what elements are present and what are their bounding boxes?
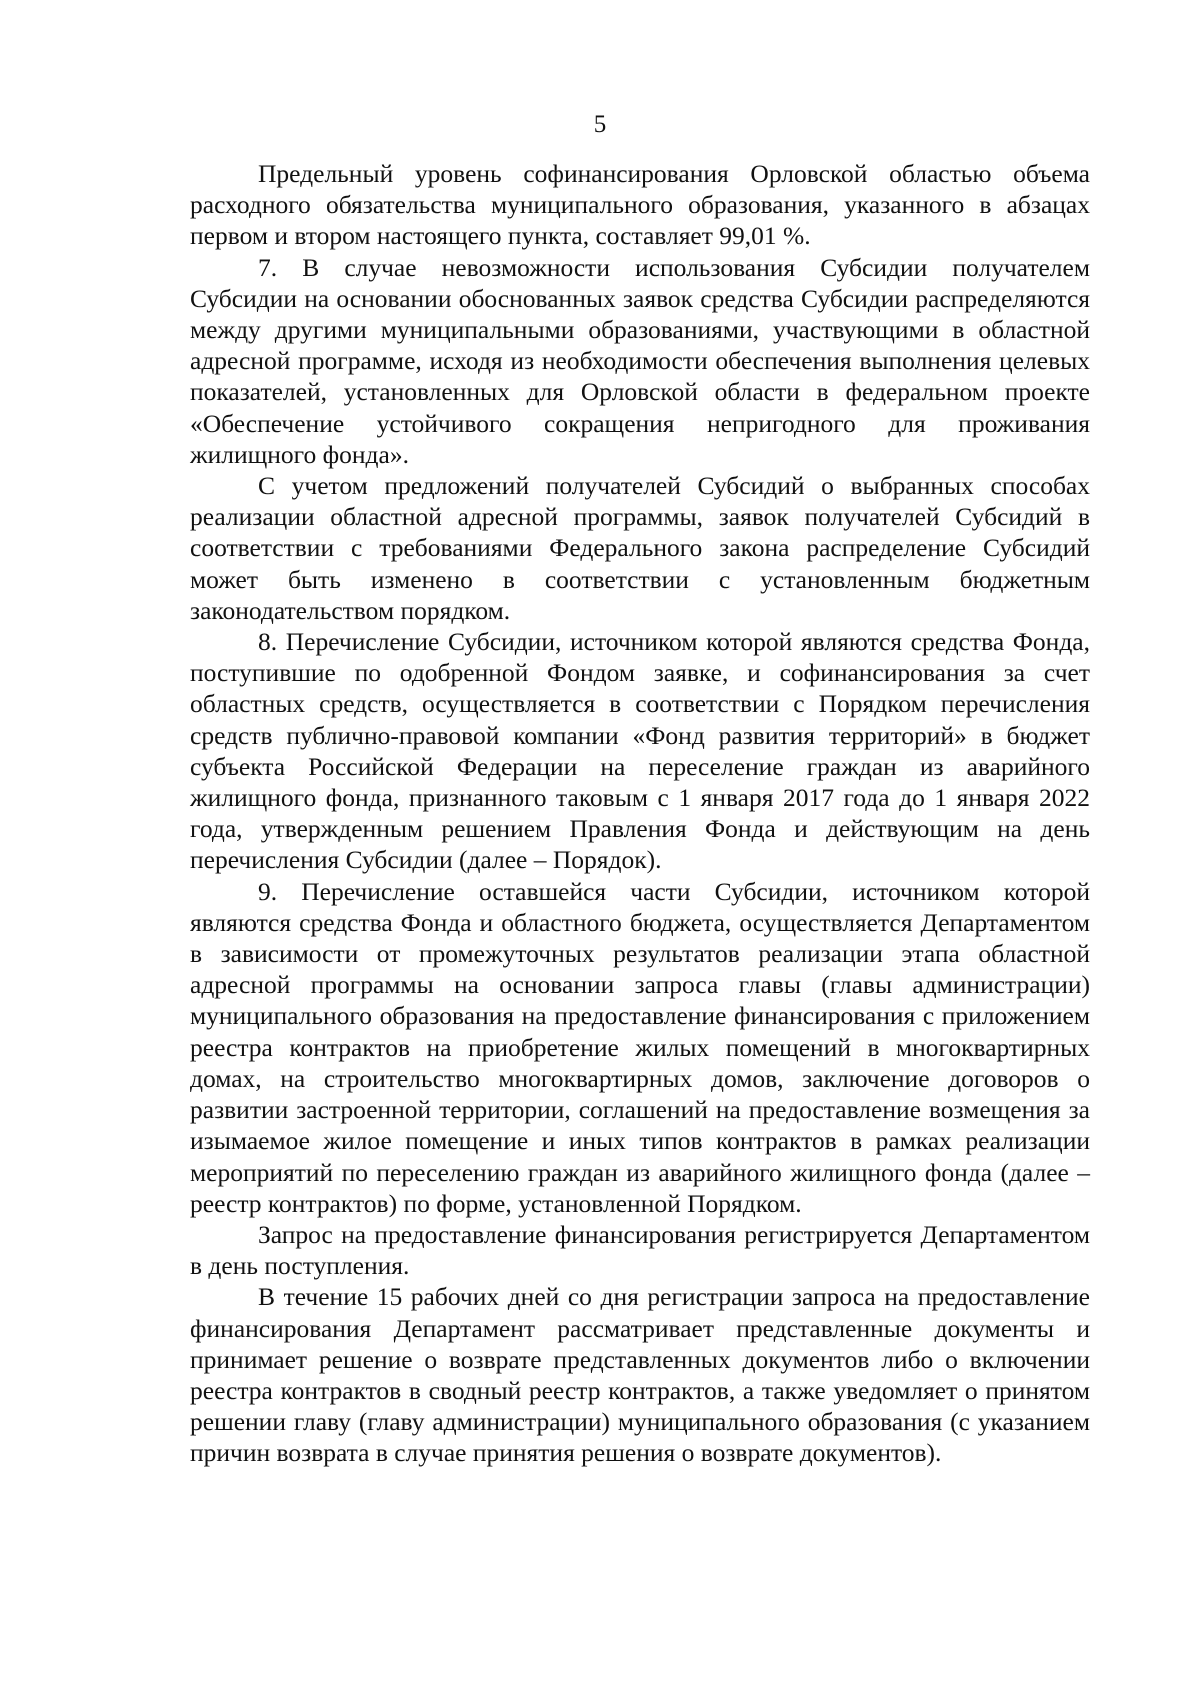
paragraph-item-7: 7. В случае невозможности использования Субсидии получателем Субсидии на основании обоснованных заявок средства Субсидии распределяются между другими муниципальными образованиями, участвующими в областной адресной программе, исходя из необходимости обеспечения выполнения целевых показателей, установленных для Орловской области в федеральном проекте «Обеспечение устойчивого сокращения непригодного для проживания жилищного фонда». <box>190 252 1090 469</box>
paragraph-cofinancing-level: Предельный уровень софинансирования Орловской областью объема расходного обязательства муниципального образования, указанного в абзацах первом и втором настоящего пункта, составляет 99,01 %. <box>190 159 1090 251</box>
paragraph-request-registration: Запрос на предоставление финансирования регистрируется Департаментом в день поступления. <box>190 1219 1090 1281</box>
page-number: 5 <box>593 111 607 138</box>
paragraph-item-9: 9. Перечисление оставшейся части Субсидии, источником которой являются средства Фонда и областного бюджета, осуществляется Департаментом в зависимости от промежуточных результатов реализации этапа областной адресной программы на основании запроса главы (главы администрации) муниципального образования на предоставление финансирования с приложением реестра контрактов на приобретение жилых помещений в многоквартирных домах, на строительство многоквартирных домов, заключение договоров о развитии застроенной территории, соглашений на предоставление возмещения за изымаемое жилое помещение и иных типов контрактов в рамках реализации мероприятий по переселению граждан из аварийного жилищного фонда (далее – реестр контрактов) по форме, установленной Порядком. <box>190 876 1090 1218</box>
paragraph-redistribution: С учетом предложений получателей Субсидий о выбранных способах реализации областной адресной программы, заявок получателей Субсидий в соответствии с требованиями Федерального закона распределение Субсидий может быть изменено в соответствии с установленным бюджетным законодательством порядком. <box>190 471 1090 625</box>
paragraph-item-8: 8. Перечисление Субсидии, источником которой являются средства Фонда, поступившие по одобренной Фондом заявке, и софинансирования за счет областных средств, осуществляется в соответствии с Порядком перечисления средств публично-правовой компании «Фонд развития территорий» в бюджет субъекта Российской Федерации на переселение граждан из аварийного жилищного фонда, признанного таковым с 1 января 2017 года до 1 января 2022 года, утвержденным решением Правления Фонда и действующим на день перечисления Субсидии (далее – Порядок). <box>190 627 1090 875</box>
paragraph-review-period: В течение 15 рабочих дней со дня регистрации запроса на предоставление финансирования Департамент рассматривает представленные документы и принимает решение о возврате представленных документов либо о включении реестра контрактов в сводный реестр контрактов, а также уведомляет о принятом решении главу (главу администрации) муниципального образования (с указанием причин возврата в случае принятия решения о возврате документов). <box>190 1282 1090 1468</box>
document-body <box>190 158 1090 1469</box>
